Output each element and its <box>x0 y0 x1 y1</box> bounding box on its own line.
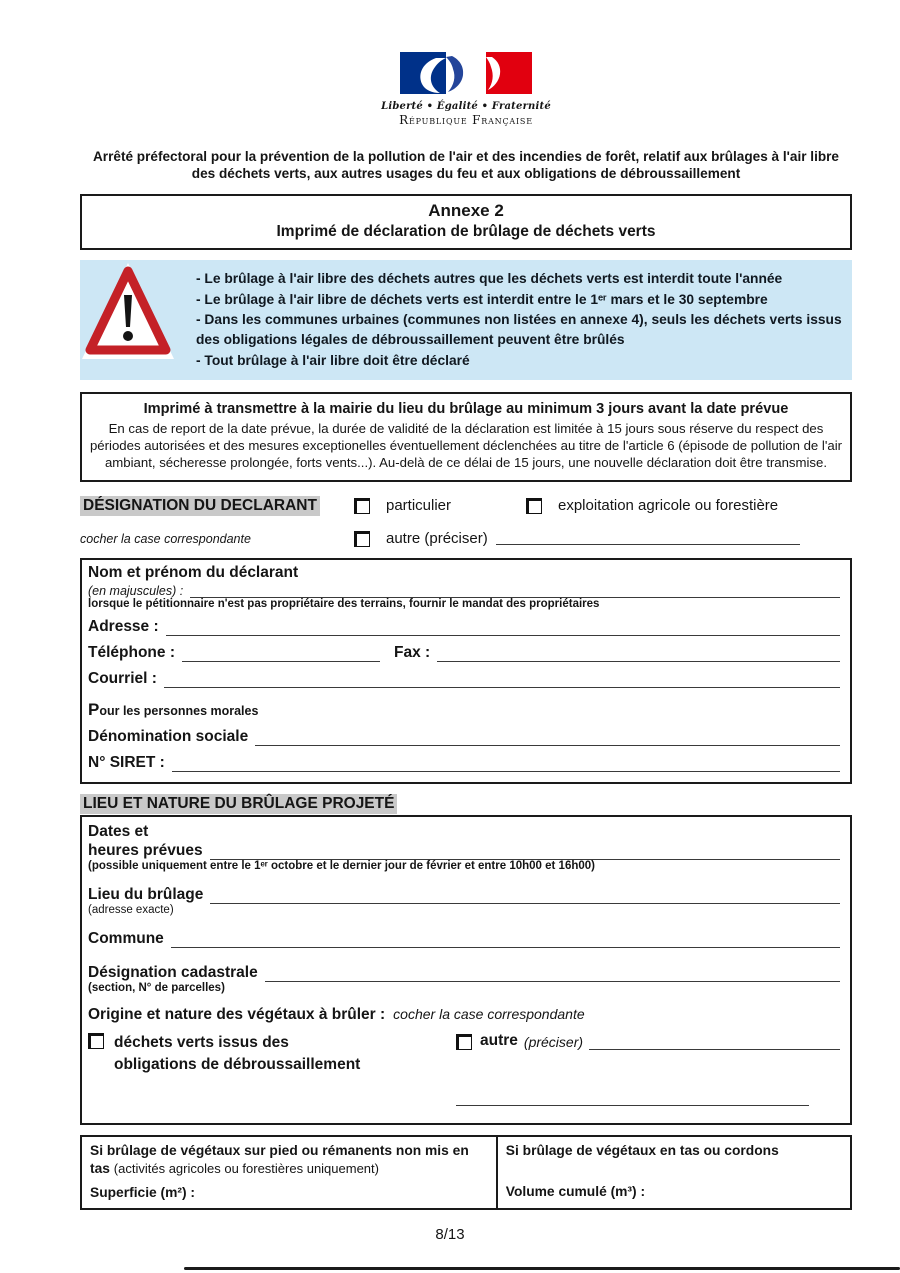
left-cell-note: (activités agricoles ou forestières uniquement) <box>113 1160 379 1176</box>
label-dechets-verts: déchets verts issus des obligations de débroussaillement <box>114 1033 361 1074</box>
transmit-body: En cas de report de la date prévue, la durée de validité de la déclaration est limitée à 15 jours sous réserve du respect des périodes autorisées et des mesures exceptionelles éventuellement déclenchées au titre de l'article 6 (épisode de pollution de l'air ambiant, sécheresse prolongée, forts vents...). Au-delà de ce délai de 15 jours, une nouvelle déclaration doit être transmise. <box>89 421 843 470</box>
page-number: 8/13 <box>435 1226 465 1243</box>
table-cell-standing-vegetation <box>81 1136 497 1209</box>
address-blank-line[interactable] <box>166 621 840 636</box>
left-cell-title: Si brûlage de végétaux sur pied ou rémanents non mis en tas <box>90 1142 469 1176</box>
logo-country: République Française <box>399 113 533 127</box>
warning-triangle-icon <box>82 262 174 365</box>
fax-blank-line[interactable] <box>437 647 840 662</box>
declarant-name-label: Nom et prénom du déclarant <box>88 563 299 581</box>
label-particulier: particulier <box>386 497 452 515</box>
marianne-flag-icon <box>400 52 532 99</box>
phone-label: Téléphone : <box>88 643 175 661</box>
scan-edge-line <box>184 1267 900 1270</box>
siret-blank-line[interactable] <box>172 757 840 772</box>
origin-autre-blank-line[interactable] <box>589 1035 840 1050</box>
origin-label: Origine et nature des végétaux à brûler : <box>88 1005 386 1023</box>
legal-entities-note: Pour les personnes morales <box>88 699 259 719</box>
label-origin-autre: autre <box>480 1031 518 1049</box>
table-cell-piled-vegetation <box>497 1136 851 1209</box>
email-blank-line[interactable] <box>164 673 840 688</box>
right-cell-title: Si brûlage de végétaux en tas ou cordons <box>505 1142 779 1158</box>
burn-type-table <box>80 1135 852 1210</box>
designation-section <box>80 496 852 548</box>
company-name-label: Dénomination sociale <box>88 727 249 745</box>
commune-blank-line[interactable] <box>171 933 840 948</box>
transmit-instructions-box <box>80 392 852 482</box>
origin-autre-note: (préciser) <box>523 1033 584 1050</box>
dates-blank-line[interactable] <box>210 845 840 860</box>
transmit-title: Imprimé à transmettre à la mairie du lieu du brûlage au minimum 3 jours avant la date prévue <box>143 401 789 418</box>
warning-line: - Le brûlage à l'air libre de déchets verts est interdit entre le 1ᵉʳ mars et le 30 septembre <box>196 291 768 307</box>
origin-autre-blank-line-2[interactable] <box>456 1091 809 1106</box>
annexe-number: Annexe 2 <box>428 201 504 221</box>
fax-label: Fax : <box>393 643 431 661</box>
autre-blank-line[interactable] <box>496 530 800 545</box>
warning-line: - Le brûlage à l'air libre des déchets autres que les déchets verts est interdit toute l'année <box>196 271 783 287</box>
commune-label: Commune <box>88 929 164 947</box>
warning-box <box>80 260 852 380</box>
warning-line: - Tout brûlage à l'air libre doit être déclaré <box>196 352 470 368</box>
designation-note: cocher la case correspondante <box>80 531 251 546</box>
cadastre-blank-line[interactable] <box>265 967 840 982</box>
siret-label: N° SIRET : <box>88 753 165 771</box>
dates-label-line1: Dates et <box>88 822 149 840</box>
name-blank-line[interactable] <box>190 583 840 598</box>
burn-place-label: Lieu du brûlage <box>88 885 204 903</box>
designation-title: DÉSIGNATION DU DECLARANT <box>80 496 320 516</box>
surface-field-label: Superficie (m²) : <box>90 1184 196 1200</box>
annexe-subtitle: Imprimé de déclaration de brûlage de déchets verts <box>276 223 656 241</box>
checkbox-particulier[interactable] <box>354 498 370 514</box>
volume-field-label: Volume cumulé (m³) : <box>505 1183 646 1199</box>
cadastre-note: (section, N° de parcelles) <box>88 981 225 994</box>
name-uppercase-note: (en majuscules) : <box>88 583 184 598</box>
mandate-note: lorsque le pétitionnaire n'est pas propriétaire des terrains, fournir le mandat des propriétaires <box>88 597 600 610</box>
lieu-box <box>80 815 852 1125</box>
checkbox-autre[interactable] <box>354 531 370 547</box>
annexe-title-box <box>80 194 852 250</box>
dates-label-line2: heures prévues <box>88 841 203 859</box>
address-label: Adresse : <box>88 617 159 635</box>
checkbox-dechets-verts[interactable] <box>88 1033 104 1049</box>
french-republic-logo <box>80 52 852 127</box>
burn-place-note: (adresse exacte) <box>88 903 174 916</box>
document-header-title: Arrêté préfectoral pour la prévention de la pollution de l'air et des incendies de forêt, relatif aux brûlages à l'air libre des déchets verts, aux autres usages du feu et aux obligations de débroussaillement <box>92 149 839 181</box>
phone-blank-line[interactable] <box>182 647 380 662</box>
label-exploitation: exploitation agricole ou forestière <box>558 497 779 515</box>
label-autre: autre (préciser) <box>386 530 488 548</box>
dates-note: (possible uniquement entre le 1ᵉʳ octobre et le dernier jour de février et entre 10h00 et 16h00) <box>88 859 595 872</box>
checkbox-origin-autre[interactable] <box>456 1034 472 1050</box>
logo-motto: Liberté • Égalité • Fraternité <box>381 101 551 112</box>
lieu-section-title: LIEU ET NATURE DU BRÛLAGE PROJETÉ <box>80 794 397 814</box>
checkbox-exploitation[interactable] <box>526 498 542 514</box>
declarant-box <box>80 558 852 784</box>
cadastre-label: Désignation cadastrale <box>88 963 258 981</box>
origin-note: cocher la case correspondante <box>393 1005 585 1022</box>
email-label: Courriel : <box>88 669 157 687</box>
warning-line: - Dans les communes urbaines (communes non listées en annexe 4), seuls les déchets verts issus des obligations légales de débroussaillement peuvent être brûlés <box>196 311 842 348</box>
company-name-blank-line[interactable] <box>255 731 840 746</box>
burn-place-blank-line[interactable] <box>210 889 840 904</box>
